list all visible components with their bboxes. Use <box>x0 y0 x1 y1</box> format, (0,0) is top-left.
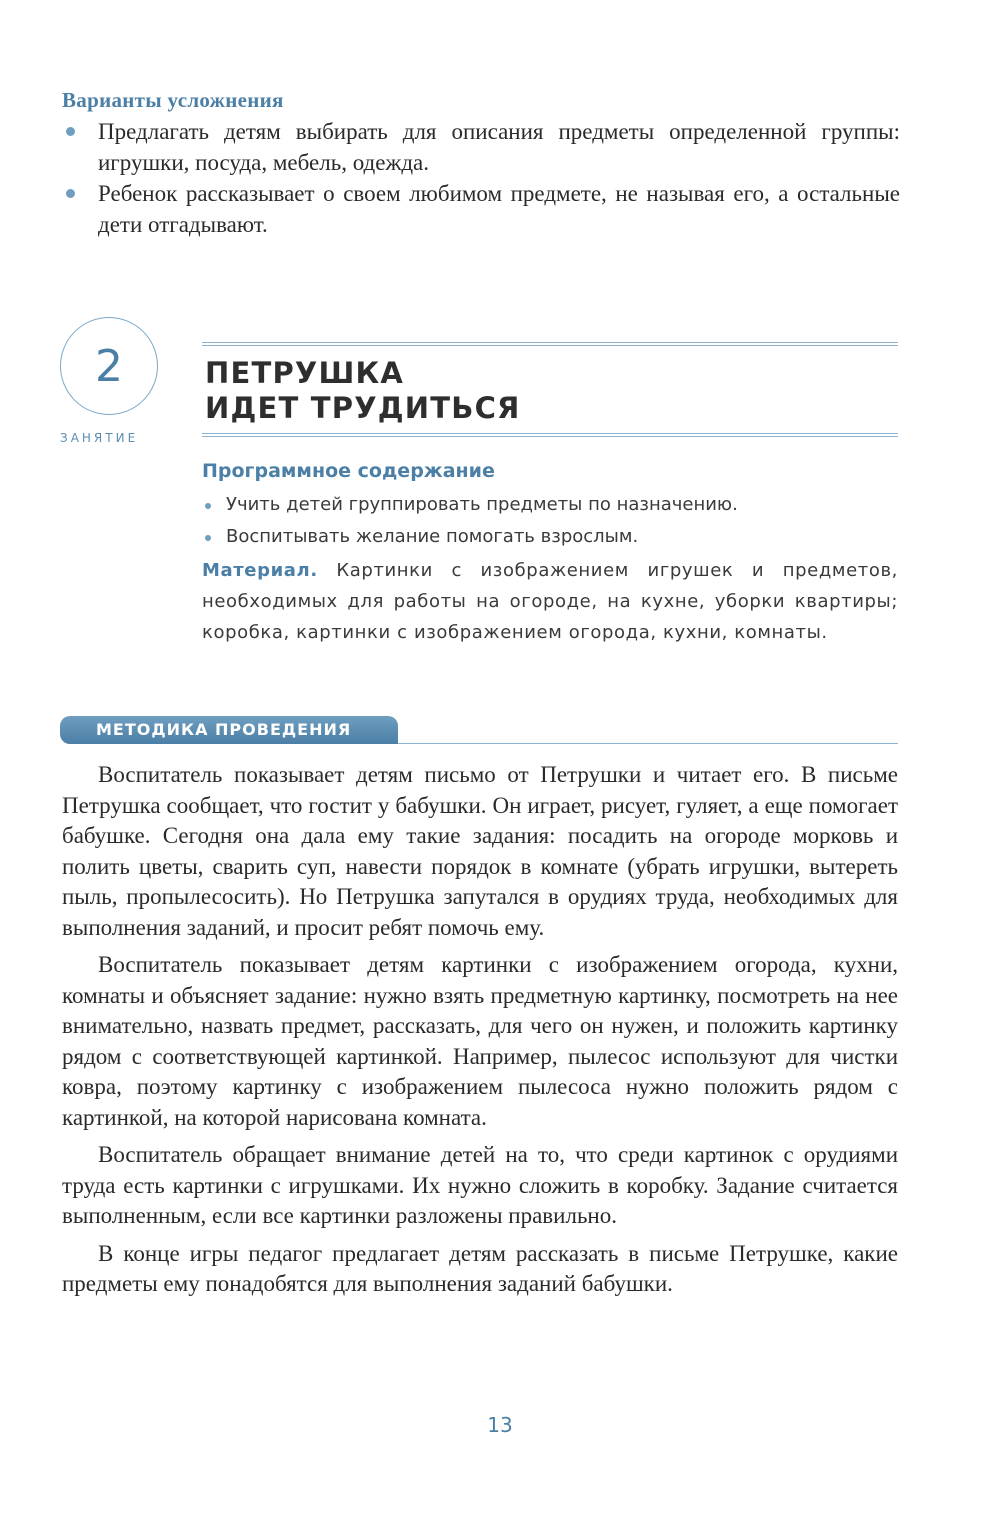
variants-list <box>62 116 900 240</box>
method-heading: МЕТОДИКА ПРОВЕДЕНИЯ <box>96 720 352 739</box>
page-number: 13 <box>487 1413 513 1437</box>
method-body <box>62 760 898 1307</box>
list-item: Предлагать детям выбирать для описания предметы определенной группы: игрушки, посуда, мебель, одежда. <box>62 116 900 178</box>
body-paragraph: Воспитатель показывает детям письмо от Петрушки и читает его. В письме Петрушка сообщает, что гостит у бабушки. Он играет, рисует, гуляет, а еще помогает бабушке. Сегодня она дала ему такие задания: посадить на огороде морковь и полить цветы, сварить суп, навести порядок в комнате (убрать игрушки, вытереть пыль, пропылесосить). Но Петрушка запутался в орудиях труда, необходимых для выполнения заданий, и просит ребят помочь ему. <box>62 762 898 940</box>
list-item: Ребенок рассказывает о своем любимом предмете, не называя его, а остальные дети отгадывают. <box>62 178 900 240</box>
program-list <box>202 489 898 553</box>
lesson-number-circle <box>60 317 158 415</box>
bullet-icon <box>205 503 211 509</box>
program-section <box>202 458 898 648</box>
title-rule-top <box>202 342 898 343</box>
method-banner <box>60 716 398 744</box>
bullet-icon <box>66 127 75 136</box>
lesson-title <box>205 356 521 426</box>
program-heading: Программное содержание <box>202 460 495 482</box>
material-text: Картинки с изображением игрушек и предметов, необходимых для работы на огороде, на кухне, уборки квартиры; коробка, картинки с изображением огорода, кухни, комнаты. <box>202 560 898 643</box>
list-item: Воспитывать желание помогать взрослым. <box>202 521 898 553</box>
lesson-number: 2 <box>95 340 123 392</box>
material-label: Материал. <box>202 560 318 581</box>
title-rule-bottom <box>202 433 898 434</box>
variants-section <box>62 86 900 240</box>
list-item: Учить детей группировать предметы по назначению. <box>202 489 898 521</box>
lesson-title-line1: ПЕТРУШКА <box>205 356 405 390</box>
body-paragraph: Воспитатель показывает детям картинки с изображением огорода, кухни, комнаты и объясняет задание: нужно взять предметную картинку, посмотреть на нее внимательно, назвать предмет, рассказать, для чего он нужен, и положить картинку рядом с соответствующей картинкой. Например, пылесос используют для чистки ковра, поэтому картинку с изображением пылесоса нужно положить рядом с картинкой, на которой нарисована комната. <box>62 952 898 1130</box>
variants-heading: Варианты усложнения <box>62 88 284 112</box>
lesson-label: ЗАНЯТИЕ <box>60 431 139 445</box>
method-rule <box>398 743 898 744</box>
bullet-icon <box>66 189 75 198</box>
lesson-title-line2: ИДЕТ ТРУДИТЬСЯ <box>205 391 521 425</box>
material-paragraph <box>202 555 898 648</box>
body-paragraph: Воспитатель обращает внимание детей на то, что среди картинок с орудиями труда есть картинки с игрушками. Их нужно сложить в коробку. Задание считается выполненным, если все картинки разложены правильно. <box>62 1142 898 1228</box>
body-paragraph: В конце игры педагог предлагает детям рассказать в письме Петрушке, какие предметы ему понадобятся для выполнения заданий бабушки. <box>62 1240 898 1296</box>
bullet-icon <box>205 535 211 541</box>
